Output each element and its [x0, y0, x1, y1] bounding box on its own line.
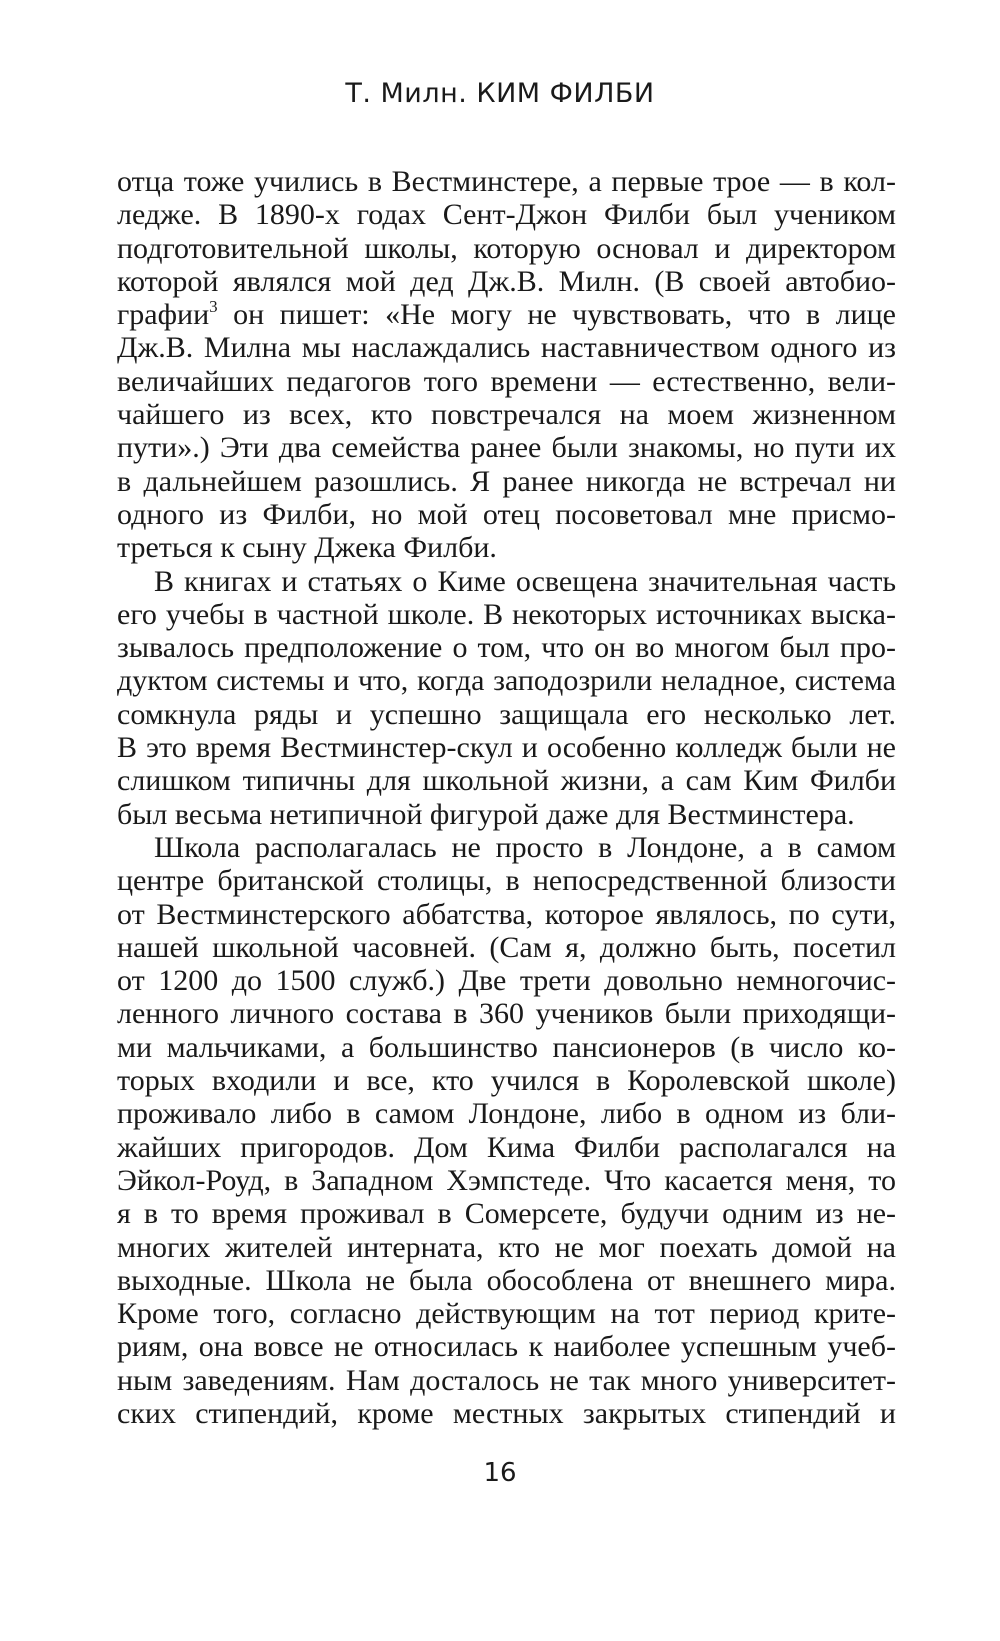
- text-fragment: он пишет: «Не могу не чувствовать, что в лице: [217, 298, 896, 332]
- text-line: его учебы в частной школе. В некоторых источниках выска-: [117, 597, 896, 631]
- text-line: торых входили и все, кто учился в Королевской школе): [117, 1064, 896, 1098]
- text-line: выходные. Школа не была обособлена от внешнего мира.: [117, 1263, 896, 1297]
- body-text: [117, 165, 896, 1430]
- text-line: риям, она вовсе не относилась к наиболее успешным учеб-: [117, 1330, 896, 1364]
- text-line: слишком типичны для школьной жизни, а сам Ким Филби: [117, 764, 896, 798]
- text-line: ным заведениям. Нам досталось не так много университет-: [117, 1363, 896, 1397]
- paragraph-2: [117, 565, 896, 831]
- footnote-marker: 3: [209, 297, 218, 317]
- text-line: В это время Вестминстер-скул и особенно колледж были не: [117, 731, 896, 765]
- text-line: одного из Филби, но мой отец посоветовал мне присмо-: [117, 497, 896, 531]
- running-head: Т. Милн. КИМ ФИЛБИ: [345, 78, 655, 109]
- text-line: ми мальчиками, а большинство пансионеров (в число ко-: [117, 1030, 896, 1064]
- text-line: В книгах и статьях о Киме освещена значительная часть: [154, 564, 896, 598]
- text-line: Эйкол-Роуд, в Западном Хэмпстеде. Что касается меня, то: [117, 1163, 896, 1197]
- text-line: я в то время проживал в Сомерсете, будучи одним из не-: [117, 1197, 896, 1231]
- text-line: дуктом системы и что, когда заподозрили неладное, система: [117, 664, 896, 698]
- text-line: треться к сыну Джека Филби.: [117, 531, 497, 565]
- text-line: был весьма нетипичной фигурой даже для Вестминстера.: [117, 797, 855, 831]
- text-line: от 1200 до 1500 служб.) Две трети довольно немногочис-: [117, 964, 896, 998]
- text-line: Школа располагалась не просто в Лондоне, а в самом: [154, 830, 896, 864]
- text-line: центре британской столицы, в непосредственной близости: [117, 864, 896, 898]
- text-line: подготовительной школы, которую основал и директором: [117, 231, 896, 265]
- text-line: пути».) Эти два семейства ранее были знакомы, но пути их: [117, 431, 896, 465]
- text-line: Дж.В. Милна мы наслаждались наставничеством одного из: [117, 331, 896, 365]
- text-line: которой являлся мой дед Дж.В. Милн. (В своей автобио-: [117, 264, 896, 298]
- text-line: отца тоже учились в Вестминстере, а первые трое — в кол-: [117, 165, 896, 198]
- text-line: проживало либо в самом Лондоне, либо в одном из бли-: [117, 1097, 896, 1131]
- text-line-with-footnote: [117, 298, 896, 331]
- text-line: сомкнула ряды и успешно защищала его несколько лет.: [117, 697, 896, 731]
- text-line: ленного личного состава в 360 учеников были приходящи-: [117, 997, 896, 1031]
- text-fragment: графии: [117, 298, 210, 332]
- page-number: 16: [483, 1458, 517, 1488]
- text-line: величайших педагогов того времени — естественно, вели-: [117, 364, 896, 398]
- text-line: зывалось предположение о том, что он во многом был про-: [117, 631, 896, 665]
- paragraph-1: [117, 165, 896, 565]
- text-line: в дальнейшем разошлись. Я ранее никогда не встречал ни: [117, 464, 896, 498]
- text-line: чайшего из всех, кто повстречался на моем жизненном: [117, 398, 896, 432]
- text-line: ледже. В 1890-х годах Сент-Джон Филби был учеником: [117, 198, 896, 232]
- text-line: жайших пригородов. Дом Кима Филби располагался на: [117, 1130, 896, 1164]
- text-line: от Вестминстерского аббатства, которое являлось, по сути,: [117, 897, 896, 931]
- text-line: ских стипендий, кроме местных закрытых стипендий и: [117, 1396, 896, 1430]
- text-line: многих жителей интерната, кто не мог поехать домой на: [117, 1230, 896, 1264]
- text-line: нашей школьной часовней. (Сам я, должно быть, посетил: [117, 930, 896, 964]
- text-line: Кроме того, согласно действующим на тот период крите-: [117, 1297, 896, 1331]
- paragraph-3: [117, 831, 896, 1430]
